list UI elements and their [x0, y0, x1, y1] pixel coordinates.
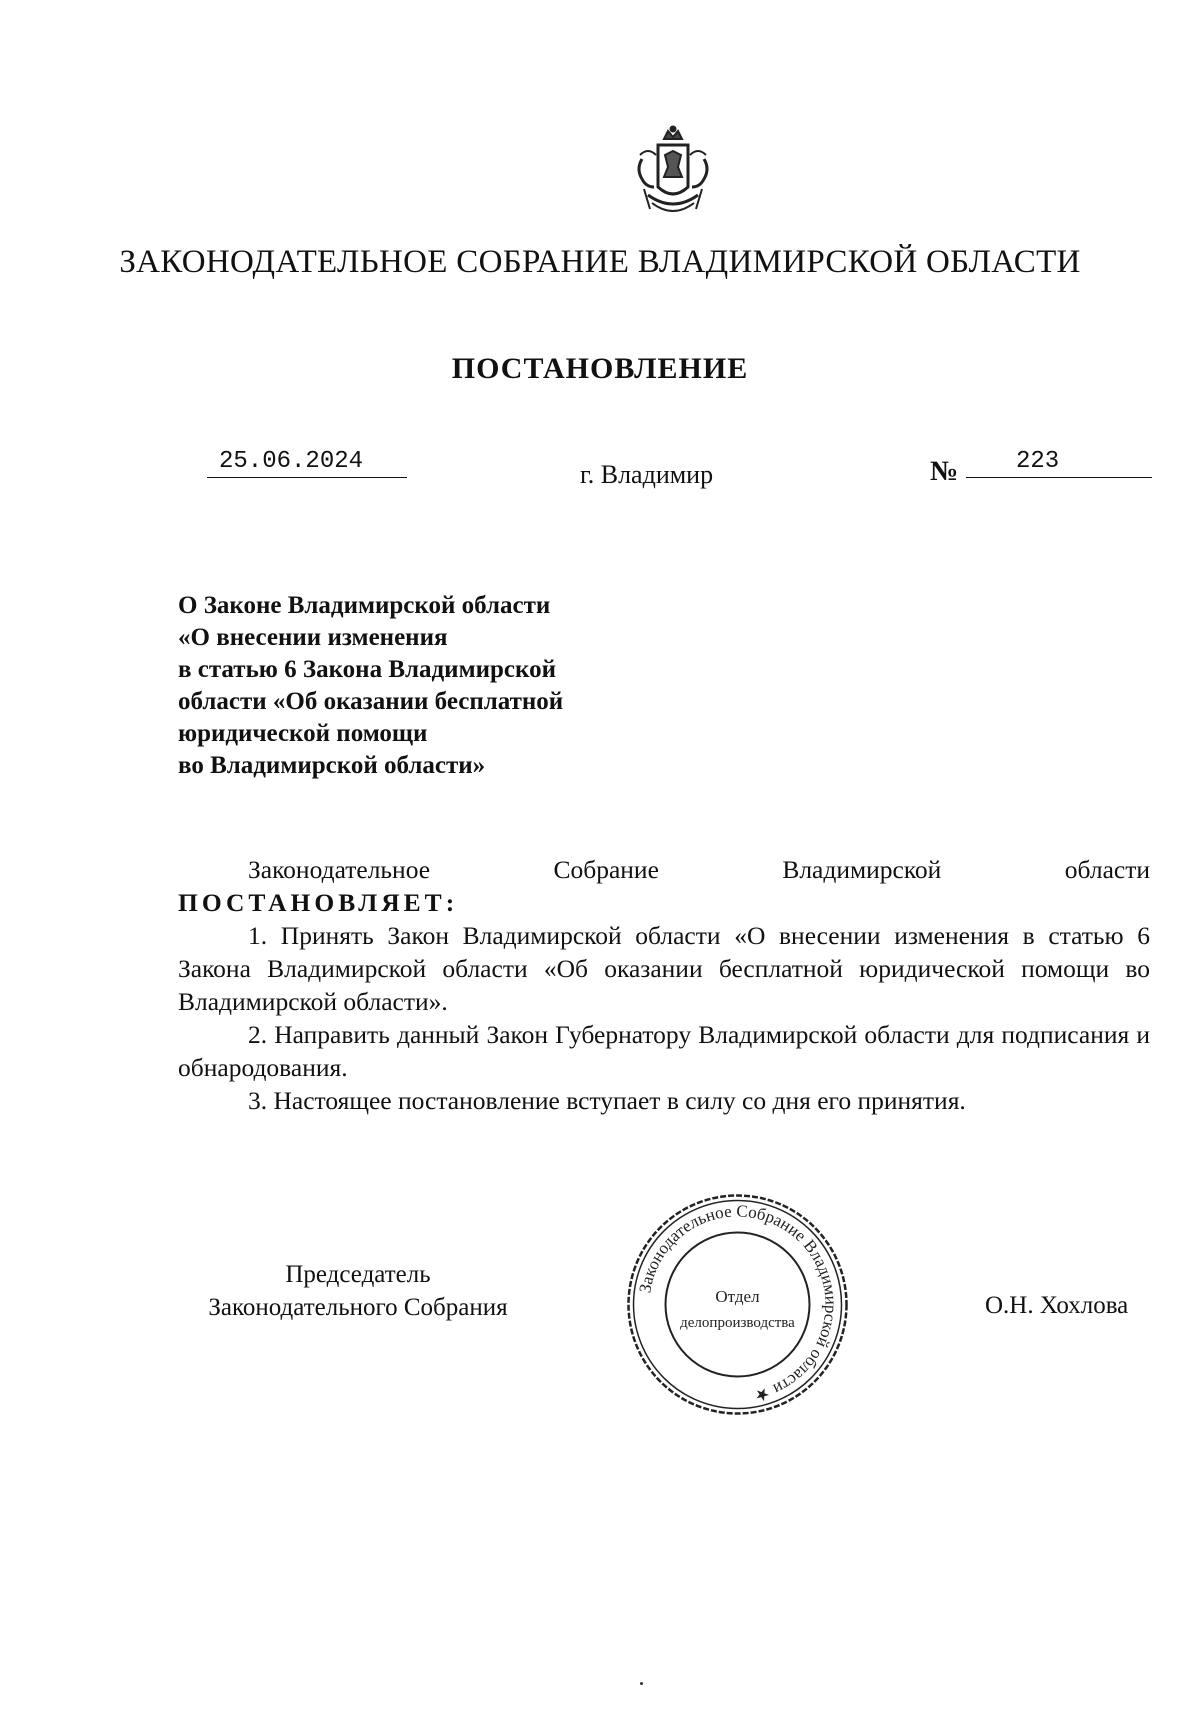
seal-inner-line: делопроизводства [680, 1315, 795, 1331]
subject-line: юридической помощи [178, 720, 428, 747]
page-mark [640, 1682, 643, 1685]
seal-inner-line: Отдел [715, 1287, 760, 1306]
resolve-word: ПОСТАНОВЛЯЕТ: [178, 888, 459, 917]
resolution-item: 2. Направить данный Закон Губернатору Владимирской области для подписания и обнародования. [178, 1020, 1150, 1082]
official-seal-stamp [625, 1192, 850, 1417]
number-label: № [930, 456, 959, 487]
position-line: Председатель [285, 1261, 431, 1288]
subject-line: во Владимирской области» [178, 752, 486, 779]
subject-line: области «Об оказании бесплатной [178, 688, 564, 715]
resolution-item: 3. Настоящее постановление вступает в силу со дня его принятия. [248, 1086, 966, 1115]
preamble: Законодательное Собрание Владимирской области [248, 855, 1150, 884]
document-city: г. Владимир [580, 460, 714, 489]
resolution-item: 1. Принять Закон Владимирской области «О внесении изменения в статью 6 Закона Владимирской области «Об оказании бесплатной юридической помощи во Владимирской области». [178, 921, 1150, 1016]
seal-outer-text: Законодательное Собрание Владимирской области ★ [635, 1201, 841, 1406]
document-type-title: ПОСТАНОВЛЕНИЕ [451, 352, 749, 385]
signatory-name: О.Н. Хохлова [985, 1292, 1129, 1319]
position-line: Законодательного Собрания [208, 1294, 508, 1321]
signatory-position [178, 1258, 538, 1324]
subject-line: «О внесении изменения [178, 624, 448, 651]
document-subject [178, 590, 698, 782]
org-title: ЗАКОНОДАТЕЛЬНОЕ СОБРАНИЕ ВЛАДИМИРСКОЙ ОБЛАСТИ [119, 244, 1081, 280]
document-body [178, 853, 1150, 1117]
document-number: 223 [966, 448, 1152, 478]
document-date: 25.06.2024 [207, 448, 407, 478]
subject-line: в статью 6 Закона Владимирской [178, 656, 556, 683]
subject-line: О Законе Владимирской области [178, 592, 551, 619]
coat-of-arms-emblem [628, 125, 718, 225]
